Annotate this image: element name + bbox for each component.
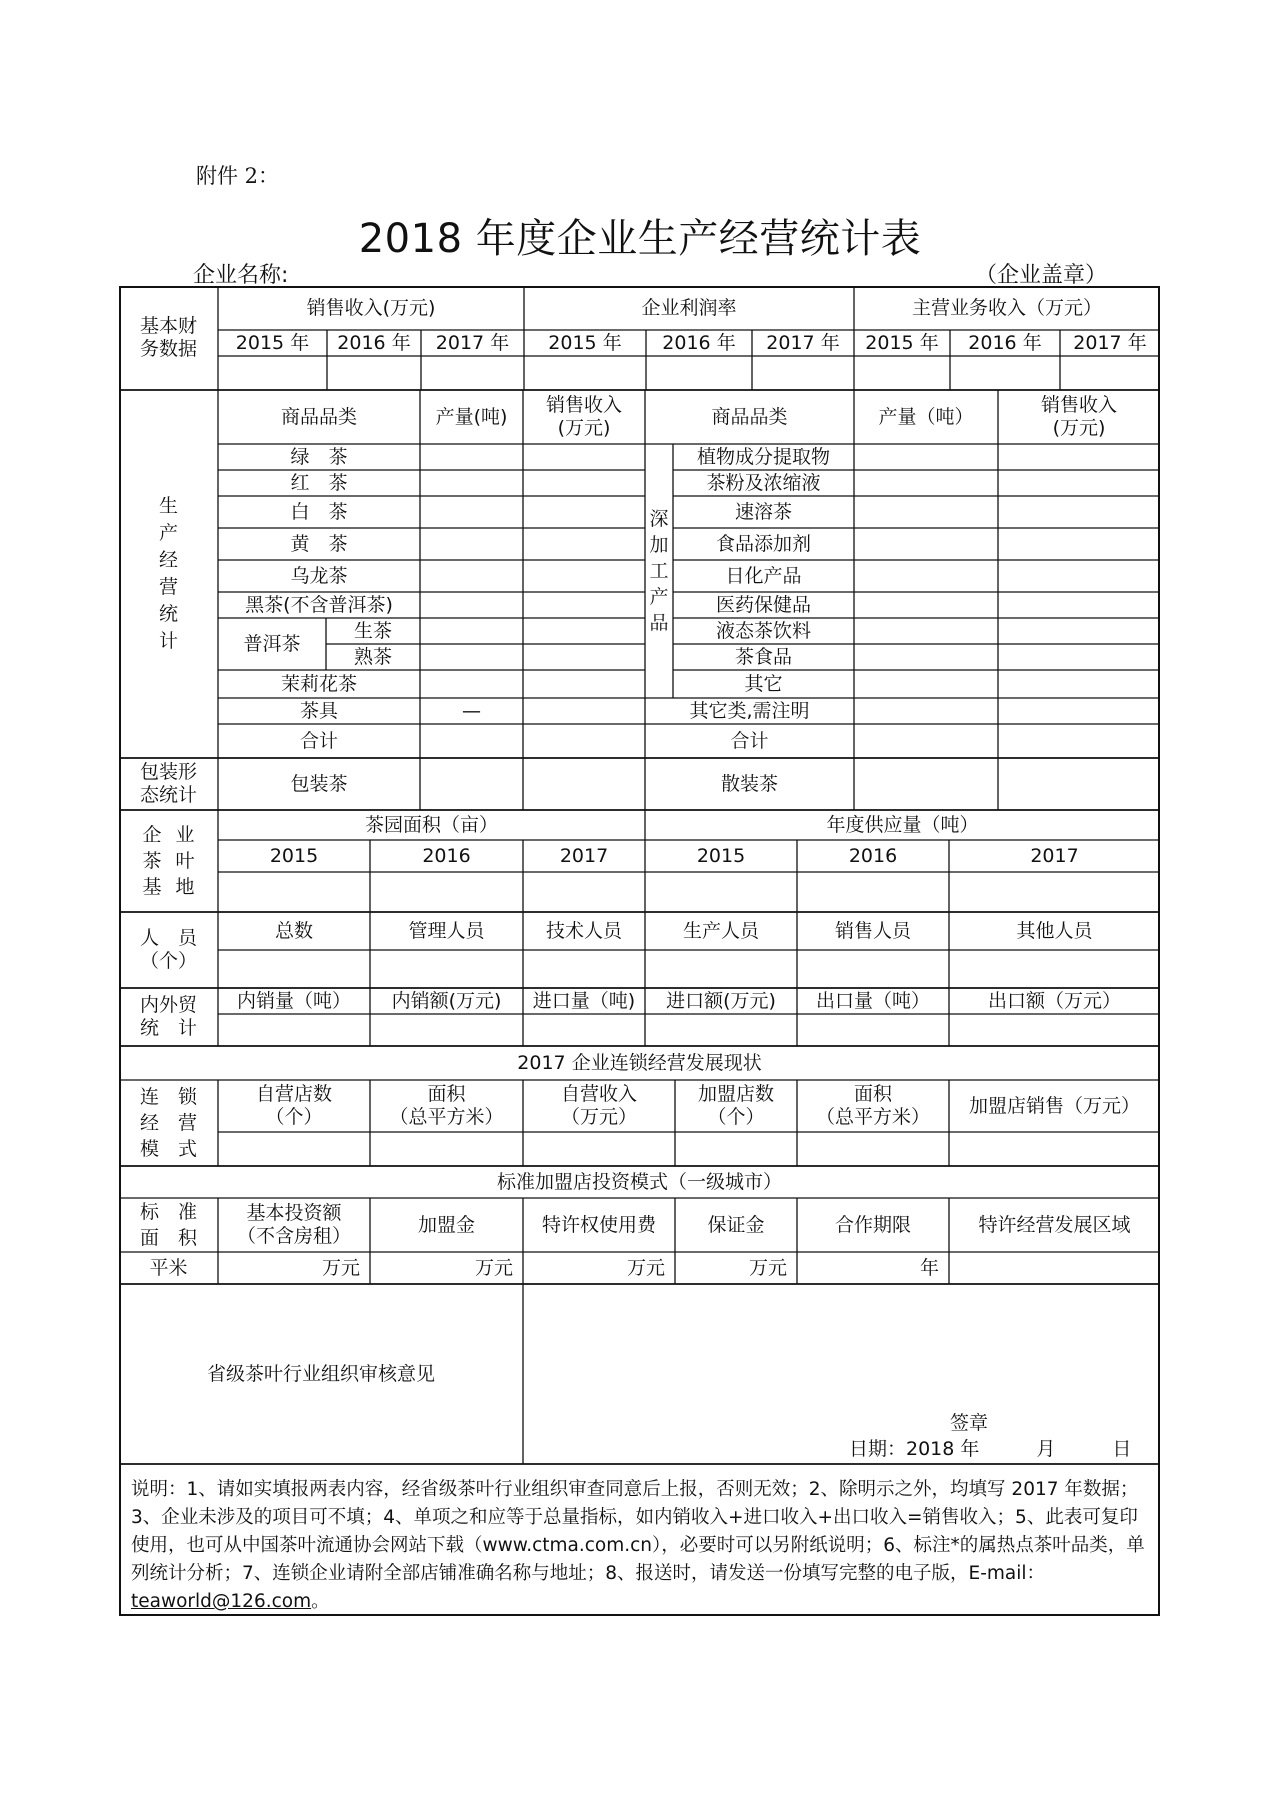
franchise-royalty: 特许权使用费: [541, 1213, 656, 1236]
tea-base-section-label: 企 茶 基 业 叶 地: [142, 824, 195, 898]
trade-import-volume: 进口量（吨): [532, 989, 636, 1012]
deep-item-food: 茶食品: [734, 645, 792, 668]
contact-email-link[interactable]: teaworld@126.com: [131, 1591, 312, 1612]
category-total-right: 合计: [730, 729, 769, 752]
unit-wanyuan-2: 万元: [474, 1256, 513, 1279]
staff-sales: 销售人员: [834, 919, 911, 942]
year-2015-profit: 2015 年: [548, 331, 622, 354]
category-teaware: 茶具: [299, 699, 338, 722]
annual-supply-header: 年度供应量（吨）: [826, 813, 979, 836]
year-2017-main: 2017 年: [1073, 331, 1147, 354]
category-yellow-tea: 黄 茶: [290, 532, 348, 555]
category-puer: 普洱茶: [243, 632, 301, 655]
supply-year-2016: 2016: [848, 844, 898, 867]
category-header-left: 商品品类: [280, 405, 357, 428]
category-white-tea: 白 茶: [290, 500, 348, 523]
deep-item-health: 医药保健品: [715, 593, 811, 616]
unit-wanyuan-4: 万元: [748, 1256, 787, 1279]
year-2017-profit: 2017 年: [766, 331, 840, 354]
supply-year-2017: 2017: [1030, 844, 1079, 867]
staff-other: 其他人员: [1016, 919, 1093, 942]
sales-income-header: 销售收入(万元): [306, 296, 436, 319]
category-puer-raw: 生茶: [353, 619, 392, 642]
chain-franchise-stores: 加盟店数 （个）: [697, 1083, 774, 1128]
staff-section-label: 人 员 （个）: [139, 927, 197, 972]
chain-section-label: 连 锁 经 营 模 式: [139, 1086, 197, 1160]
output-header-right: 产量（吨）: [878, 405, 974, 428]
review-date-line: 日期：2018 年 月 日: [849, 1437, 1132, 1460]
category-oolong: 乌龙茶: [290, 564, 348, 587]
sales-header-right: 销售收入 (万元): [1040, 394, 1117, 439]
trade-domestic-amount: 内销额(万元): [391, 989, 502, 1012]
chain-own-income: 自营收入 （万元）: [560, 1083, 637, 1128]
franchise-region: 特许经营发展区域: [978, 1213, 1131, 1236]
instructions-note: 说明：1、请如实填报两表内容，经省级茶叶行业组织审查同意后上报，否则无效；2、除明示之外，均填写 2017 年数据；3、企业未涉及的项目可不填；4、单项之和应等于总量指标，如内销收入+进口收入+出口收入=销售收入；5、此表可复印使用，也可从中国茶叶流通协会网站下载（www.ctma.com.cn），必要时可以另附纸说明；6、标注*的属热点茶叶品类，单列统计分析；7、连锁企业请附全部店铺准确名称与地址；8、报送时，请发送一份填写完整的电子版，E-mail：teaworld@126.com。: [131, 1479, 1145, 1612]
deep-item-extract: 植物成分提取物: [696, 445, 830, 468]
franchise-joining-fee: 加盟金: [417, 1213, 475, 1236]
category-header-right: 商品品类: [711, 405, 788, 428]
statistics-form: [119, 286, 1160, 1616]
deep-item-powder: 茶粉及浓缩液: [706, 471, 821, 494]
trade-export-amount: 出口额（万元）: [987, 989, 1121, 1012]
franchise-section-label: 标 准 面 积: [139, 1201, 197, 1249]
staff-technical: 技术人员: [545, 919, 622, 942]
franchise-deposit: 保证金: [707, 1213, 765, 1236]
area-year-2015: 2015: [269, 844, 319, 867]
year-2015-sales: 2015 年: [235, 331, 310, 354]
staff-total: 总数: [274, 919, 313, 942]
staff-production: 生产人员: [682, 919, 759, 942]
unit-year: 年: [919, 1256, 939, 1279]
company-name-label: 企业名称:: [193, 263, 289, 288]
output-header-left: 产量(吨): [435, 405, 508, 428]
production-section-label: 生 产 经 营 统 计: [158, 495, 178, 652]
deep-item-instant: 速溶茶: [734, 500, 792, 523]
teaware-output-dash: —: [462, 699, 481, 722]
trade-export-volume: 出口量（吨）: [815, 989, 930, 1012]
trade-domestic-volume: 内销量（吨）: [236, 989, 351, 1012]
packed-tea-label: 包装茶: [290, 772, 348, 795]
page-title: 2018 年度企业生产经营统计表: [358, 216, 922, 262]
area-year-2017: 2017: [559, 844, 609, 867]
unit-sqm: 平米: [149, 1256, 188, 1279]
year-2016-profit: 2016 年: [662, 331, 736, 354]
trade-section-label: 内外贸 统 计: [139, 994, 197, 1039]
category-jasmine: 茉莉花茶: [280, 672, 357, 695]
attachment-label: 附件 2：: [196, 164, 280, 188]
garden-area-header: 茶园面积（亩）: [364, 813, 498, 836]
finance-section-label: 基本财 务数据: [139, 315, 197, 360]
deep-item-beverage: 液态茶饮料: [715, 619, 811, 642]
trade-import-amount: 进口额(万元): [666, 989, 776, 1012]
year-2016-main: 2016 年: [968, 331, 1042, 354]
chain-own-area: 面积 （总平方米）: [389, 1083, 504, 1128]
unit-wanyuan-3: 万元: [626, 1256, 665, 1279]
sales-header-left: 销售收入 (万元): [545, 394, 622, 439]
deep-processing-label: 深 加 工 产 品: [649, 508, 669, 634]
chain-own-stores: 自营店数 （个）: [255, 1083, 332, 1128]
deep-item-other-specify: 其它类,需注明: [689, 699, 810, 722]
area-year-2016: 2016: [422, 844, 471, 867]
franchise-term: 合作期限: [834, 1213, 911, 1236]
seal-label: （企业盖章）: [975, 263, 1108, 288]
category-puer-ripe: 熟茶: [353, 645, 392, 668]
franchise-base-investment: 基本投资额 （不含房租）: [236, 1202, 351, 1247]
packaging-section-label: 包装形 态统计: [139, 761, 197, 806]
review-sign-label: 签章: [949, 1411, 988, 1434]
main-business-income-header: 主营业务收入（万元）: [911, 296, 1102, 319]
profit-rate-header: 企业利润率: [641, 296, 737, 319]
deep-item-additive: 食品添加剂: [715, 532, 811, 555]
supply-year-2015: 2015: [696, 844, 746, 867]
year-2015-main: 2015 年: [865, 331, 939, 354]
unit-wanyuan-1: 万元: [321, 1256, 360, 1279]
chain-banner: 2017 企业连锁经营发展现状: [517, 1051, 762, 1074]
category-total-left: 合计: [299, 729, 338, 752]
category-dark-tea: 黑茶(不含普洱茶): [245, 593, 393, 616]
deep-item-other: 其它: [744, 672, 783, 695]
year-2016-sales: 2016 年: [337, 331, 411, 354]
chain-franchise-sales: 加盟店销售（万元）: [968, 1094, 1140, 1117]
year-2017-sales: 2017 年: [435, 331, 510, 354]
franchise-banner: 标准加盟店投资模式（一级城市）: [496, 1170, 782, 1193]
category-black-tea: 红 茶: [290, 471, 348, 494]
review-label: 省级茶叶行业组织审核意见: [206, 1362, 435, 1385]
chain-franchise-area: 面积 （总平方米）: [815, 1083, 930, 1128]
loose-tea-label: 散装茶: [720, 772, 778, 795]
staff-management: 管理人员: [408, 919, 485, 942]
deep-item-daily-chemical: 日化产品: [725, 564, 802, 587]
category-green-tea: 绿 茶: [290, 445, 348, 468]
